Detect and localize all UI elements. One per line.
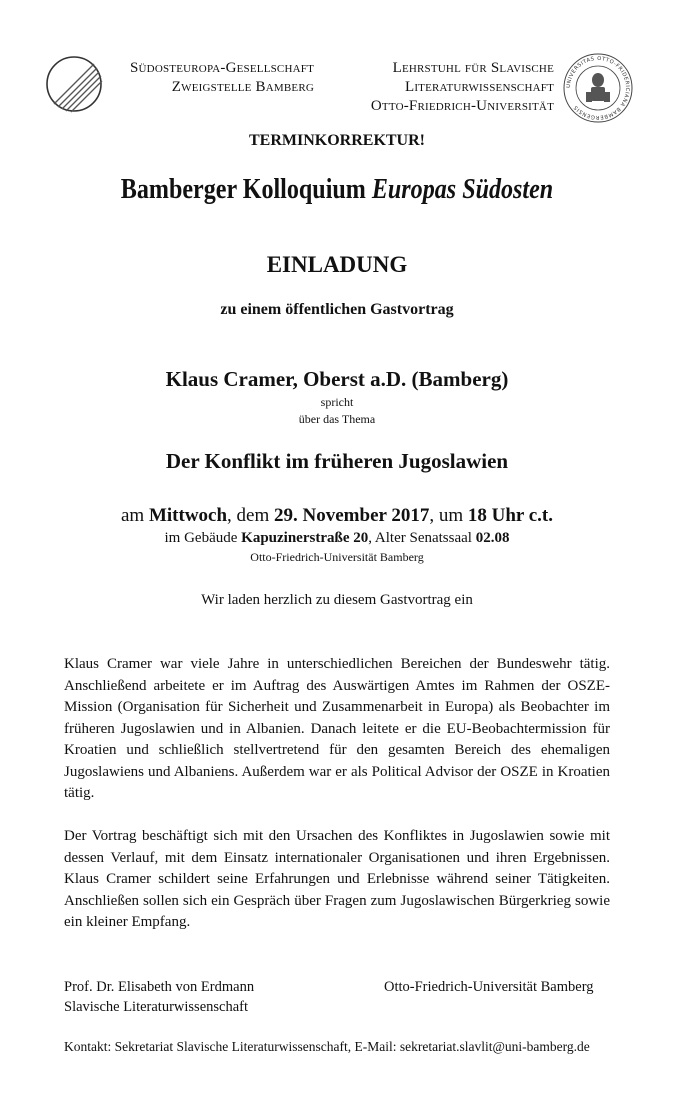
invitation-heading: EINLADUNG — [266, 252, 408, 277]
left-organization — [108, 59, 314, 97]
signature-left — [64, 977, 254, 1017]
colloquium-title-italic: Europas Südosten — [371, 174, 554, 205]
lecture-topic: Der Konflikt im früheren Jugoslawien — [165, 449, 509, 473]
speaks-text: spricht — [320, 395, 354, 409]
event-weekday: Mittwoch — [148, 505, 228, 526]
lecture-description-paragraph: Der Vortrag beschäftigt sich mit den Ursachen des Konfliktes in Jugoslawien sowie mit dessen Verlauf, mit dem Einsatz internationaler Organisationen und ihren Ergebnissen. Klaus Cramer schildert seine Erfahrungen und Erlebnisse während seiner Tätigkeiten. Anschließen sollen sich ein Gespräch über Fragen zum Jugoslawischen Bürgerkrieg sowie ein kleiner Empfang. — [64, 828, 610, 930]
university-seal-icon — [562, 52, 634, 124]
colloquium-title-prefix: Bamberger Kolloquium — [120, 174, 372, 205]
event-venue — [0, 530, 674, 547]
right-org-line-1: Lehrstuhl für Slavische — [392, 60, 554, 76]
svg-text:UNIVERSITAS OTTO-FRIDERICIANA: UNIVERSITAS OTTO-FRIDERICIANA BAMBERGENSIS — [565, 55, 631, 121]
venue-prefix: im Gebäude — [164, 530, 242, 546]
suedosteuropa-logo-icon — [42, 52, 106, 116]
right-organization — [352, 59, 554, 116]
venue-room: 02.08 — [475, 530, 510, 546]
signatory-department: Slavische Literaturwissenschaft — [64, 999, 249, 1015]
speaker-bio-paragraph: Klaus Cramer war viele Jahre in unterschiedlichen Bereichen der Bundeswehr tätig. Anschließend arbeitete er im Auftrag des Auswärtigen Amtes im Rahmen der OSZE-Mission (Organisation für Sicherheit und Zusammenarbeit in Europa) als Beobachter im früheren Jugoslawien und in Albanien. Danach leitete er die EU-Beobachtermission für Kroatien und schließlich stellvertretend für den gesamten Bereich des ehemaligen Jugoslawiens und Albaniens. Außerdem war er als Political Advisor der OSZE in Kroatien tätig. — [64, 656, 610, 801]
invitation-subheading: zu einem öffentlichen Gastvortrag — [220, 301, 454, 318]
right-org-line-2: Literaturwissenschaft — [404, 79, 554, 95]
signature-right: Otto-Friedrich-Universität Bamberg — [384, 979, 594, 995]
venue-building: Kapuzinerstraße 20 — [241, 530, 369, 546]
date-prefix: am — [120, 505, 149, 526]
left-org-line-2: Zweigstelle Bamberg — [171, 79, 314, 95]
colloquium-title — [47, 174, 627, 206]
event-day: 29. November 2017 — [274, 505, 430, 526]
signatory-name: Prof. Dr. Elisabeth von Erdmann — [64, 979, 255, 995]
about-topic-text: über das Thema — [298, 412, 376, 426]
contact-line: Kontakt: Sekretariat Slavische Literaturwissenschaft, E-Mail: sekretariat.slavlit@uni-bamberg.de — [64, 1039, 590, 1054]
welcome-line: Wir laden herzlich zu diesem Gastvortrag ein — [201, 592, 473, 608]
venue-hall: , Alter Senatssaal — [368, 530, 476, 546]
speaker-name: Klaus Cramer, Oberst a.D. (Bamberg) — [165, 367, 509, 391]
date-correction-notice: TERMINKORREKTUR! — [248, 132, 425, 149]
event-time: 18 Uhr c.t. — [467, 505, 554, 526]
date-sep-2: , um — [429, 505, 468, 526]
event-date — [0, 505, 674, 527]
venue-university: Otto-Friedrich-Universität Bamberg — [250, 550, 424, 564]
date-sep-1: , dem — [227, 505, 275, 526]
right-org-line-3: Otto-Friedrich-Universität — [370, 98, 554, 114]
left-org-line-1: Südosteuropa-Gesellschaft — [129, 60, 314, 76]
